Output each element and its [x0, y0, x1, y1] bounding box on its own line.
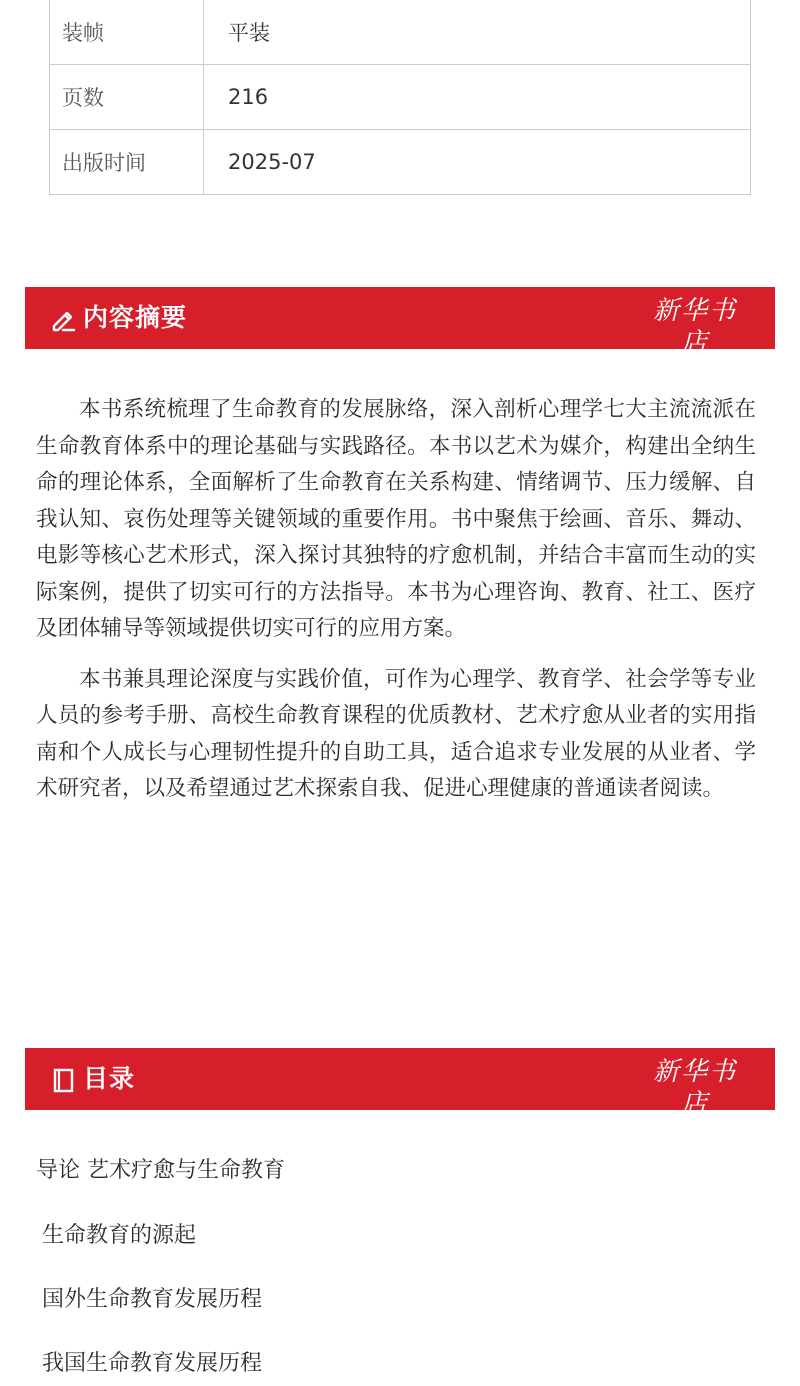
table-row: [50, 130, 751, 195]
info-value: 平装: [204, 0, 751, 65]
book-icon: [49, 1066, 77, 1094]
summary-content: [36, 392, 756, 808]
xinhua-logo: [643, 1056, 747, 1129]
info-label: 出版时间: [50, 130, 204, 195]
toc-item[interactable]: 导论 艺术疗愈与生命教育: [36, 1158, 285, 1183]
toc-item[interactable]: 我国生命教育发展历程: [42, 1351, 263, 1376]
section-title: 内容摘要: [83, 303, 188, 332]
brand-name-cn: 新华书店: [652, 1057, 737, 1119]
summary-paragraph: 本书兼具理论深度与实践价值，可作为心理学、教育学、社会学等专业人员的参考手册、高校生命教育课程的优质教材、艺术疗愈从业者的实用指南和个人成长与心理韧性提升的自助工具，适合追求专业发展的从业者、学术研究者，以及希望通过艺术探索自我、促进心理健康的普通读者阅读。: [36, 666, 756, 801]
pencil-edit-icon: [49, 305, 77, 333]
book-info-table: [49, 0, 751, 195]
info-label: 装帧: [50, 0, 204, 65]
brand-name-en: XINHUA BOOKSTORE: [650, 1121, 740, 1129]
brand-name-en: XINHUA BOOKSTORE: [650, 360, 740, 368]
brand-name-cn: 新华书店: [652, 296, 737, 358]
toc-item[interactable]: 国外生命教育发展历程: [42, 1287, 263, 1312]
toc-section-header: [25, 1048, 775, 1129]
xinhua-logo: [643, 295, 747, 368]
table-row: [50, 65, 751, 130]
summary-paragraph: 本书系统梳理了生命教育的发展脉络，深入剖析心理学七大主流流派在生命教育体系中的理论基础与实践路径。本书以艺术为媒介，构建出全纳生命的理论体系，全面解析了生命教育在关系构建、情绪调节、压力缓解、自我认知、哀伤处理等关键领域的重要作用。书中聚焦于绘画、音乐、舞动、电影等核心艺术形式，深入探讨其独特的疗愈机制，并结合丰富而生动的实际案例，提供了切实可行的方法指导。本书为心理咨询、教育、社工、医疗及团体辅导等领域提供切实可行的应用方案。: [36, 397, 756, 641]
info-label: 页数: [50, 65, 204, 130]
toc-item[interactable]: 生命教育的源起: [42, 1223, 197, 1248]
info-value: 2025-07: [204, 130, 751, 195]
summary-section-header: [25, 287, 775, 368]
info-value: 216: [204, 65, 751, 130]
section-title: 目录: [83, 1064, 136, 1093]
table-row: [50, 0, 751, 65]
